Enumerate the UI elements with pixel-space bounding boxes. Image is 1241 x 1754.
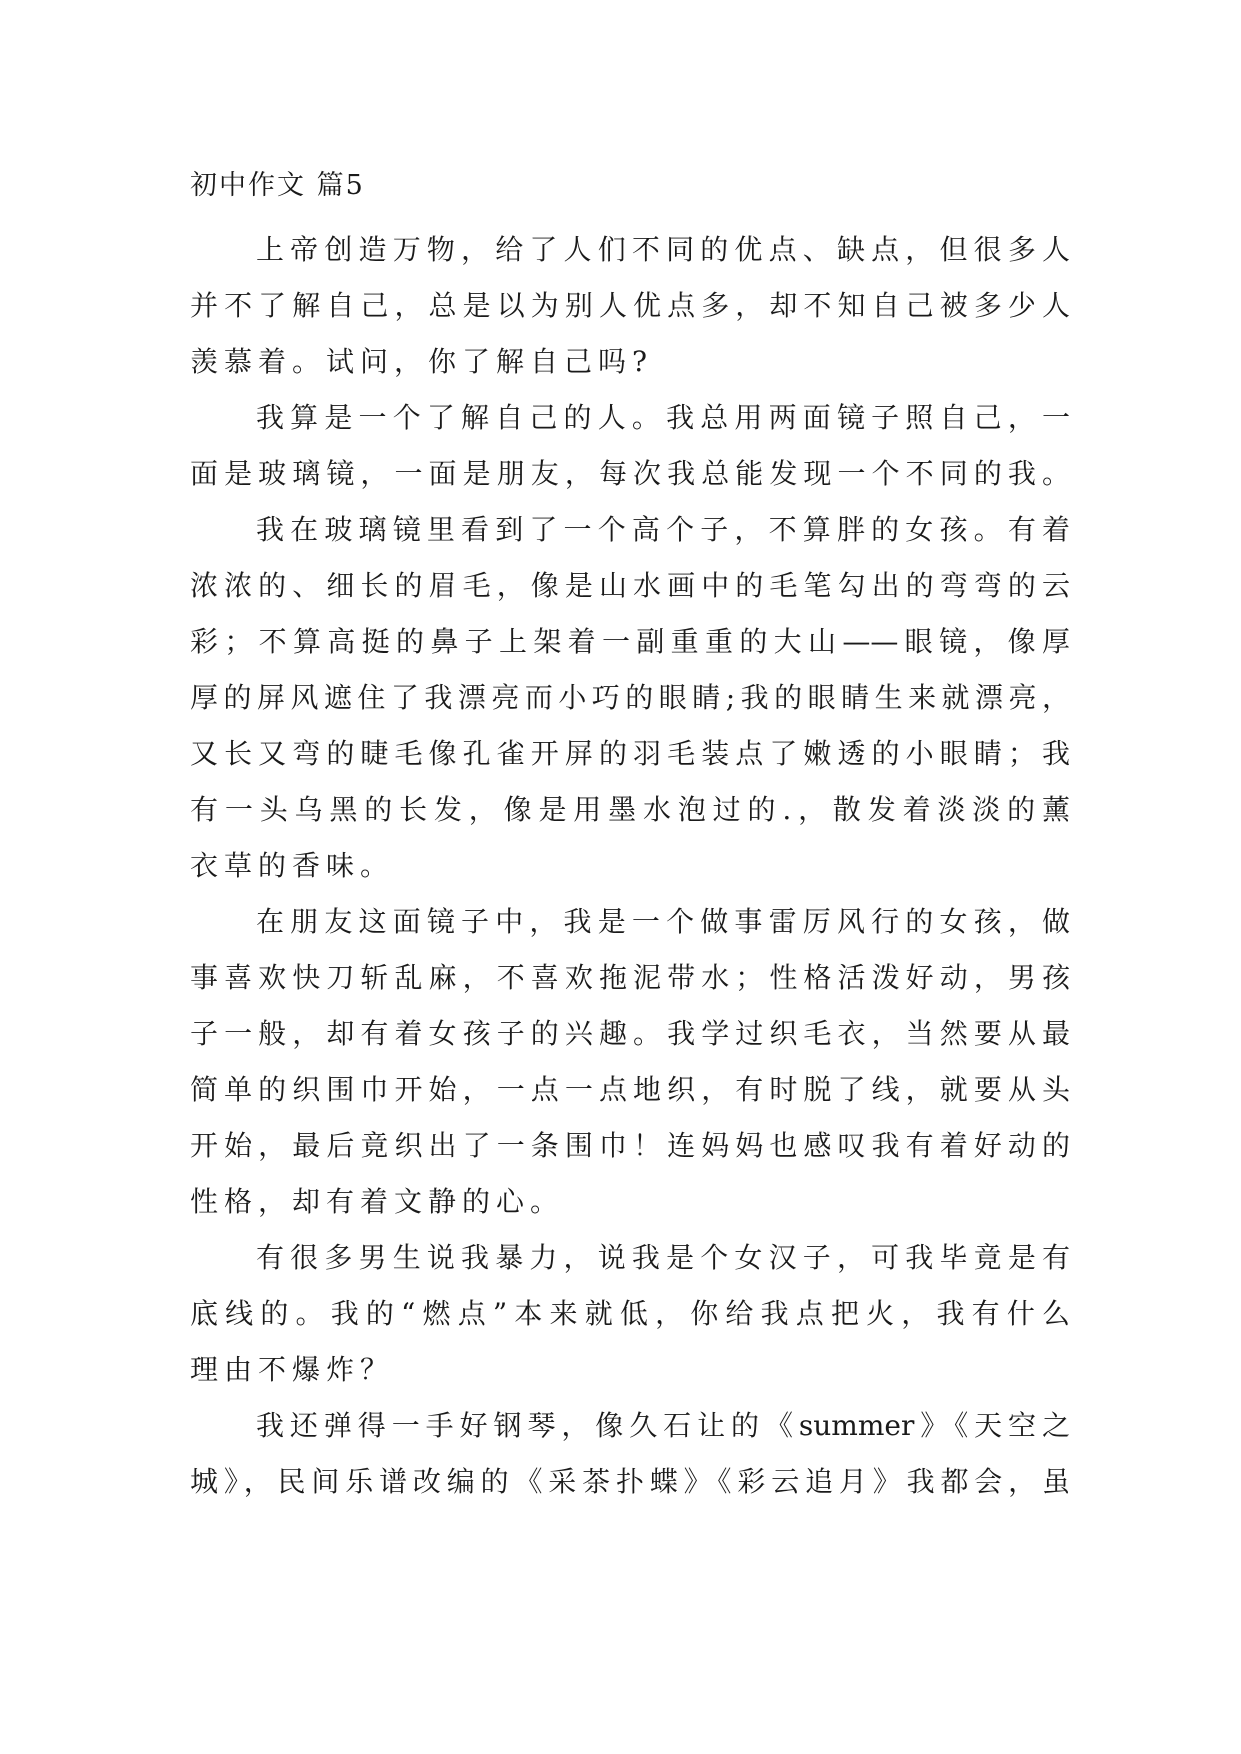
- document-title: 初中作文 篇5: [190, 170, 365, 201]
- text-line: 羡慕着。试问，你了解自己吗?: [190, 345, 654, 378]
- text-line: 事喜欢快刀斩乱麻，不喜欢拖泥带水；性格活泼好动，男孩: [190, 961, 1070, 994]
- text-line: 子一般，却有着女孩子的兴趣。我学过织毛衣，当然要从最: [190, 1017, 1070, 1050]
- text-line: 上帝创造万物，给了人们不同的优点、缺点，但很多人: [256, 233, 1070, 266]
- text-line: 有很多男生说我暴力，说我是个女汉子，可我毕竟是有: [256, 1241, 1070, 1274]
- text-line: 我还弹得一手好钢琴，像久石让的《summer》《天空之: [256, 1409, 1070, 1442]
- text-line: 城》，民间乐谱改编的《采茶扑蝶》《彩云追月》我都会，虽: [190, 1465, 1070, 1498]
- text-line: 又长又弯的睫毛像孔雀开屏的羽毛装点了嫩透的小眼睛；我: [190, 737, 1070, 770]
- text-line: 在朋友这面镜子中，我是一个做事雷厉风行的女孩，做: [256, 905, 1070, 938]
- text-line: 并不了解自己，总是以为别人优点多，却不知自己被多少人: [190, 289, 1070, 322]
- text-line: 性格，却有着文静的心。: [190, 1185, 565, 1218]
- text-line: 底线的。我的“燃点”本来就低，你给我点把火，我有什么: [190, 1297, 1070, 1330]
- text-line: 我算是一个了解自己的人。我总用两面镜子照自己，一: [256, 401, 1070, 434]
- text-line: 有一头乌黑的长发，像是用墨水泡过的.，散发着淡淡的薰: [190, 793, 1070, 826]
- text-line: 浓浓的、细长的眉毛，像是山水画中的毛笔勾出的弯弯的云: [190, 569, 1070, 602]
- text-line: 理由不爆炸？: [190, 1353, 395, 1386]
- text-line: 厚的屏风遮住了我漂亮而小巧的眼睛;我的眼睛生来就漂亮，: [190, 681, 1070, 714]
- text-line: 我在玻璃镜里看到了一个高个子，不算胖的女孩。有着: [256, 513, 1070, 546]
- text-line: 开始，最后竟织出了一条围巾！连妈妈也感叹我有着好动的: [190, 1129, 1070, 1162]
- text-line: 简单的织围巾开始，一点一点地织，有时脱了线，就要从头: [190, 1073, 1070, 1106]
- text-line: 彩；不算高挺的鼻子上架着一副重重的大山——眼镜，像厚: [190, 625, 1070, 658]
- text-line: 面是玻璃镜，一面是朋友，每次我总能发现一个不同的我。: [190, 457, 1070, 490]
- text-line: 衣草的香味。: [190, 849, 395, 882]
